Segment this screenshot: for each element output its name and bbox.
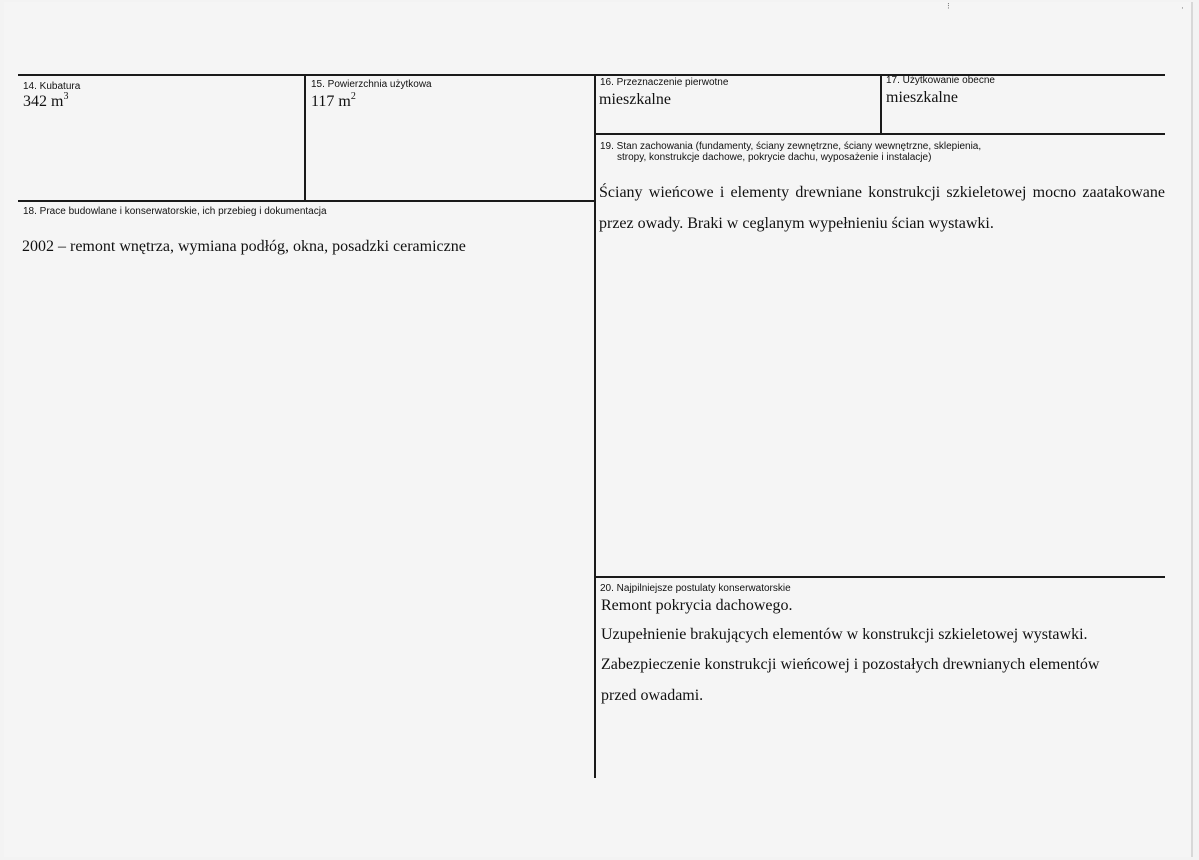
divider-14-15 <box>304 74 306 202</box>
field-20-label: 20. Najpilniejsze postulaty konserwatorskie <box>600 583 791 594</box>
field-20-line: Uzupełnienie brakujących elementów w konstrukcji szkieletowej wystawki. <box>601 626 1088 643</box>
field-20-line: przed owadami. <box>601 687 704 704</box>
field-17-value: mieszkalne <box>886 89 958 106</box>
field-19-label-line1: 19. Stan zachowania (fundamenty, ściany zewnętrzne, ściany wewnętrzne, sklepienia, <box>600 141 982 152</box>
field-14-label: 14. Kubatura <box>23 81 81 92</box>
field-17-label: 17. Użytkowanie obecne <box>886 75 995 86</box>
rule-above-20 <box>594 576 1165 578</box>
field-20-line: Remont pokrycia dachowego. <box>601 597 793 614</box>
field-19-value: Ściany wieńcowe i elementy drewniane konstrukcji szkieletowej mocno zaatakowane przez owady. Braki w ceglanym wypełnieniu ścian wystawki. <box>599 184 1165 232</box>
field-18-label: 18. Prace budowlane i konserwatorskie, ich przebieg i dokumentacja <box>23 206 327 217</box>
rule-above-18 <box>18 200 596 202</box>
scan-mark: · <box>1181 4 1184 14</box>
field-15-value: 117 $m^2$ <box>311 91 356 110</box>
field-14-value: 342 $m^3$ <box>23 91 69 110</box>
field-19-label-line2: stropy, konstrukcje dachowe, pokrycie dachu, wyposażenie i instalacje) <box>617 152 932 163</box>
scan-mark: ⁝ <box>947 2 950 12</box>
field-20-line: Zabezpieczenie konstrukcji wieńcowej i pozostałych drewnianych elementów <box>601 656 1100 673</box>
divider-16-17 <box>880 74 882 135</box>
field-18-value: 2002 – remont wnętrza, wymiana podłóg, okna, posadzki ceramiczne <box>22 238 466 255</box>
field-15-label: 15. Powierzchnia użytkowa <box>311 79 432 90</box>
divider-center <box>594 74 596 778</box>
field-16-value: mieszkalne <box>599 91 671 108</box>
form-sheet <box>4 2 1193 857</box>
field-16-label: 16. Przeznaczenie pierwotne <box>600 77 729 88</box>
